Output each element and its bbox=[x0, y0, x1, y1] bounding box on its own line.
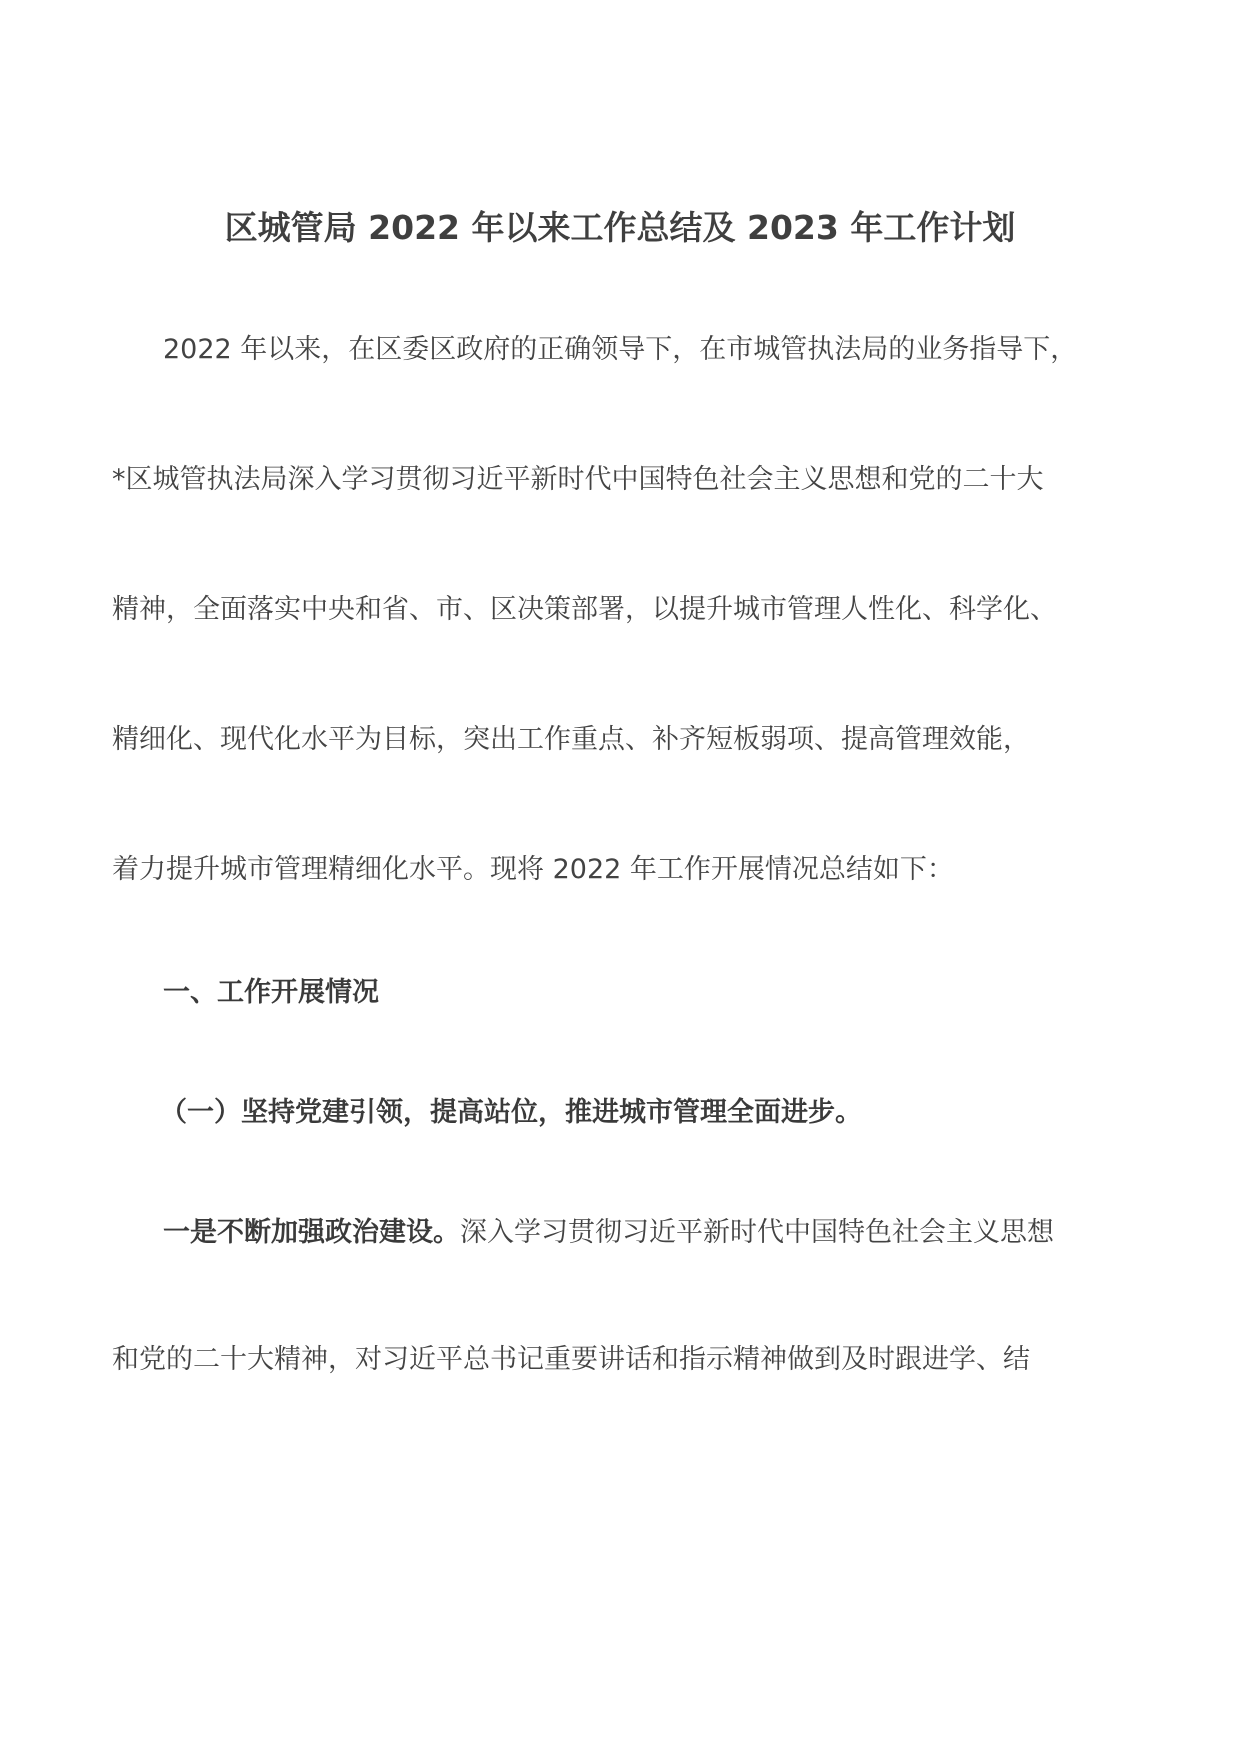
point-1-lead: 一是不断加强政治建设。 bbox=[163, 1217, 460, 1248]
intro-line-4: 精细化、现代化水平为目标，突出工作重点、补齐短板弱项、提高管理效能， bbox=[112, 724, 1030, 755]
document-title: 区城管局 2022 年以来工作总结及 2023 年工作计划 bbox=[224, 208, 1016, 247]
intro-line-5: 着力提升城市管理精细化水平。现将 2022 年工作开展情况总结如下： bbox=[112, 854, 954, 885]
subsection-heading: （一）坚持党建引领，提高站位，推进城市管理全面进步。 bbox=[160, 1097, 862, 1128]
point-1-line-1 bbox=[163, 1213, 1054, 1253]
intro-line-2: *区城管执法局深入学习贯彻习近平新时代中国特色社会主义思想和党的二十大 bbox=[112, 464, 1044, 495]
section-heading: 一、工作开展情况 bbox=[163, 977, 379, 1008]
intro-line-3: 精神，全面落实中央和省、市、区决策部署，以提升城市管理人性化、科学化、 bbox=[112, 594, 1057, 625]
intro-line-1: 2022 年以来，在区委区政府的正确领导下，在市城管执法局的业务指导下， bbox=[163, 334, 1078, 365]
point-1-text: 深入学习贯彻习近平新时代中国特色社会主义思想 bbox=[460, 1217, 1054, 1248]
point-1-line-2: 和党的二十大精神，对习近平总书记重要讲话和指示精神做到及时跟进学、结 bbox=[112, 1344, 1030, 1375]
